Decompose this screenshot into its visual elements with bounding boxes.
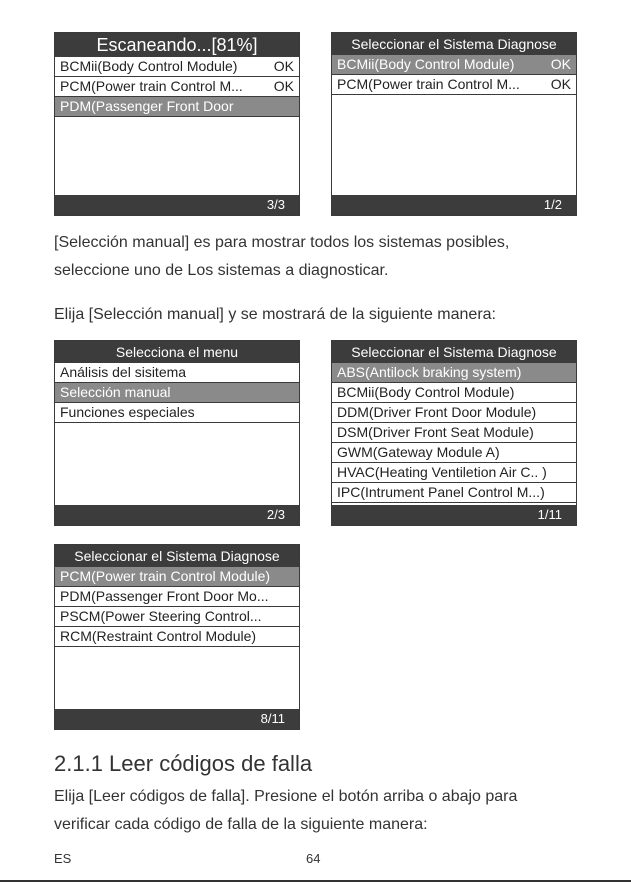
system-label: RCM(Restraint Control Module)	[60, 628, 257, 644]
list-item[interactable]	[55, 587, 299, 607]
menu-item-label: Selección manual	[60, 384, 171, 400]
list-item[interactable]	[55, 607, 299, 627]
menu-item[interactable]	[55, 403, 299, 423]
system-label: ABS(Antilock braking system)	[337, 364, 522, 380]
page-indicator: 8/11	[55, 709, 299, 729]
list-item-selected[interactable]	[332, 55, 576, 75]
list-item[interactable]	[332, 483, 576, 503]
screen-title: Seleccionar el Sistema Diagnose	[332, 341, 576, 363]
menu-item-selected[interactable]	[55, 383, 299, 403]
system-label: GWM(Gateway Module A)	[337, 444, 500, 460]
system-label: BCMii(Body Control Module)	[337, 56, 515, 72]
system-select-screen	[331, 32, 577, 216]
page-indicator: 1/11	[332, 505, 576, 525]
list-item[interactable]	[55, 77, 299, 97]
system-label: PDM(Passenger Front Door	[60, 98, 234, 114]
system-label: HVAC(Heating Ventiletion Air C.. )	[337, 464, 547, 480]
language-code: ES	[54, 851, 72, 866]
screen-title: Seleccionar el Sistema Diagnose	[332, 33, 576, 55]
paragraph-line: Elija [Leer códigos de falla]. Presione el botón arriba o abajo para	[54, 788, 518, 805]
menu-item[interactable]	[55, 363, 299, 383]
system-label: PCM(Power train Control M...	[60, 78, 243, 94]
paragraph-line: [Selección manual] es para mostrar todos los sistemas posibles,	[54, 234, 510, 251]
system-label: BCMii(Body Control Module)	[337, 384, 515, 400]
footer-divider	[0, 880, 631, 882]
list-item[interactable]	[55, 627, 299, 647]
system-label: DSM(Driver Front Seat Module)	[337, 424, 534, 440]
status-label: OK	[273, 58, 294, 74]
system-label: DDM(Driver Front Door Module)	[337, 404, 537, 420]
system-label: BCMii(Body Control Module)	[60, 58, 238, 74]
system-label: PCM(Power train Control M...	[337, 76, 520, 92]
status-label: OK	[550, 76, 571, 92]
scan-progress-screen	[54, 32, 300, 216]
system-select-screen	[331, 340, 577, 526]
paragraph-line: Elija [Selección manual] y se mostrará de la siguiente manera:	[54, 306, 496, 323]
page-indicator: 3/3	[55, 195, 299, 215]
screen-title: Escaneando...[81%]	[55, 33, 299, 57]
system-label: PDM(Passenger Front Door Mo...	[60, 588, 269, 604]
list-item-selected[interactable]	[55, 567, 299, 587]
status-label: OK	[273, 78, 294, 94]
menu-screen	[54, 340, 300, 526]
menu-item-label: Análisis del sisitema	[60, 364, 187, 380]
section-heading: 2.1.1 Leer códigos de falla	[54, 751, 313, 776]
screen-title: Seleccionar el Sistema Diagnose	[55, 545, 299, 567]
list-item-selected[interactable]	[55, 97, 299, 117]
system-label: IPC(Intrument Panel Control M...)	[337, 484, 545, 500]
list-item-selected[interactable]	[332, 363, 576, 383]
list-item[interactable]	[332, 423, 576, 443]
system-label: PSCM(Power Steering Control...	[60, 608, 262, 624]
system-select-screen	[54, 544, 300, 730]
list-item[interactable]	[332, 443, 576, 463]
list-item[interactable]	[332, 403, 576, 423]
status-label: OK	[550, 56, 571, 72]
screen-title: Selecciona el menu	[55, 341, 299, 363]
paragraph-line: verificar cada código de falla de la siguiente manera:	[54, 816, 428, 833]
page-indicator: 2/3	[55, 505, 299, 525]
menu-item-label: Funciones especiales	[60, 404, 195, 420]
paragraph-line: seleccione uno de Los sistemas a diagnosticar.	[54, 262, 389, 279]
page-indicator: 1/2	[332, 195, 576, 215]
list-item[interactable]	[332, 463, 576, 483]
list-item[interactable]	[332, 383, 576, 403]
list-item[interactable]	[332, 75, 576, 95]
page-number: 64	[306, 851, 321, 866]
list-item[interactable]	[55, 57, 299, 77]
system-label: PCM(Power train Control Module)	[60, 568, 271, 584]
